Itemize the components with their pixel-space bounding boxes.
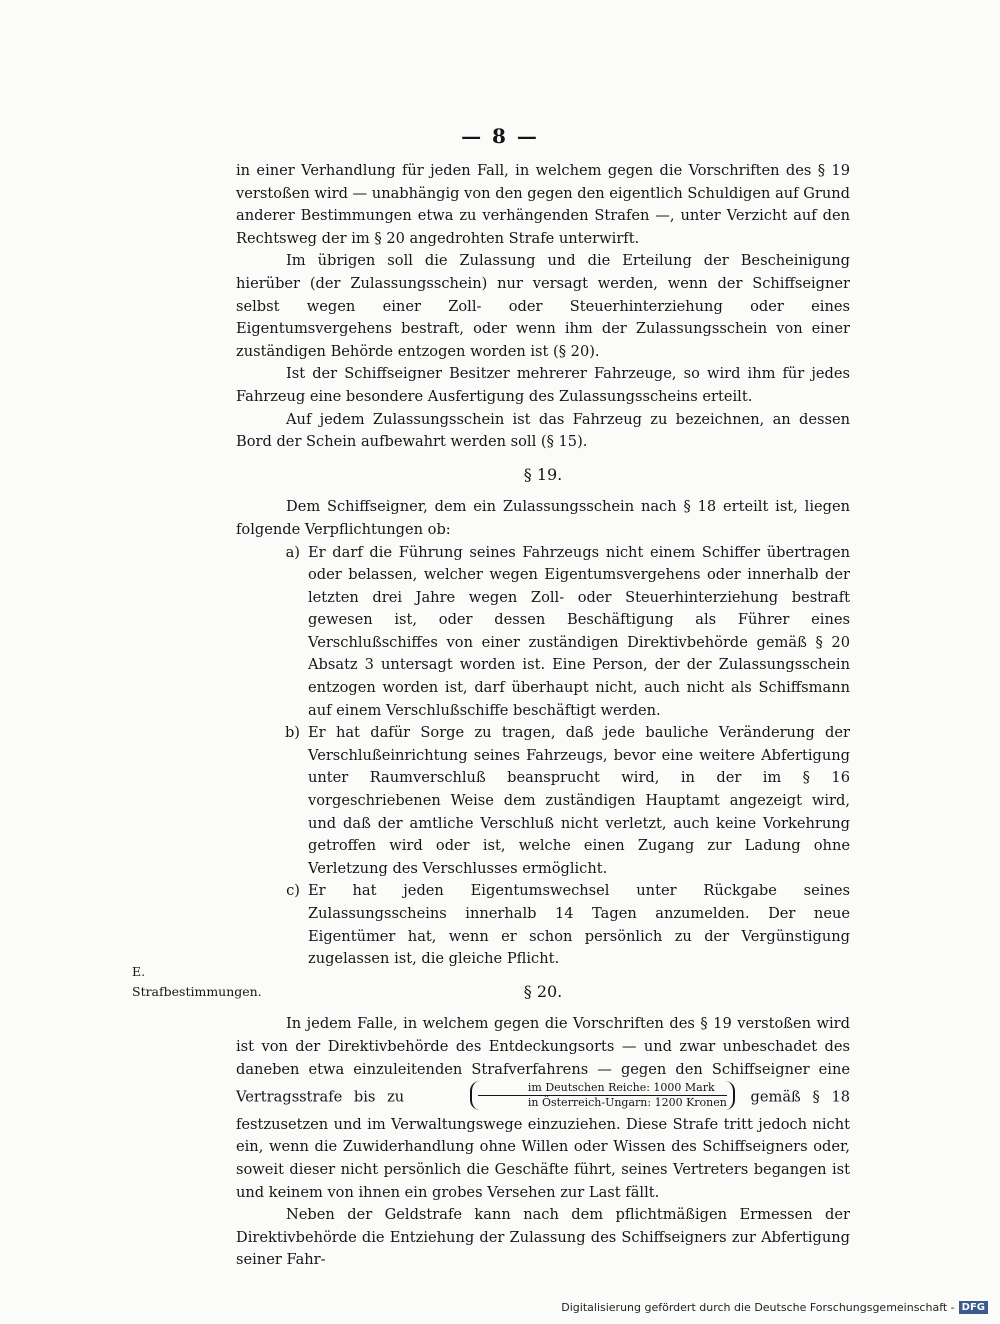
section-heading-20: § 20. — [523, 981, 563, 1001]
list-item-b — [236, 722, 850, 880]
section-20-paragraph — [236, 1013, 850, 1204]
dfg-logo-icon: DFG — [959, 1301, 988, 1314]
section-20-text-after: gemäß § 18 festzusetzen und im Verwaltungswege einzuziehen. Diese Strafe tritt jedoch nicht ein, wenn die Zuwiderhandlung ohne Willen oder Wissen des Schiffseigners oder, soweit dieser nicht persönlich die Geschäfte führt, seines Vertreters begangen ist und keinem von ihnen ein grobes Versehen zur Last fällt. — [236, 1088, 851, 1201]
paragraph: Ist der Schiffseigner Besitzer mehrerer Fahrzeuge, so wird ihm für jedes Fahrzeug eine besondere Ausfertigung des Zulassungsscheins erteilt. — [236, 365, 850, 405]
list-item-text: Er hat jeden Eigentumswechsel unter Rückgabe seines Zulassungsscheins innerhalb 14 Tagen anzumelden. Der neue Eigentümer hat, wenn er schon persönlich zu der Vergünstigung zugelassen ist, die gleiche Pflicht. — [308, 882, 850, 968]
section-20-text-before: In jedem Falle, in welchem gegen die Vorschriften des § 19 verstoßen wird ist von der Direktivbehörde des Entdeckungsorts — und zwar unbeschadet des daneben etwa einzuleitenden Strafverfahrens — gegen den Schiffseigner eine Vertragsstrafe bis zu — [236, 1015, 850, 1106]
penalty-austria: in Österreich-Ungarn: 1200 Kronen — [527, 1096, 727, 1110]
penalty-bracket — [420, 1081, 735, 1114]
penalty-germany: im Deutschen Reiche: 1000 Mark — [478, 1081, 727, 1096]
list-item-a — [236, 542, 850, 723]
footer-text: Digitalisierung gefördert durch die Deutsche Forschungsgemeinschaft - — [561, 1301, 955, 1314]
paragraph-continuation: in einer Verhandlung für jeden Fall, in welchem gegen die Vorschriften des § 19 verstoßen wird — unabhängig von den gegen den eigentlich Schuldigen auf Grund anderer Bestimmungen etwa zu verhängenden Strafen —, unter Verzicht auf den Rechtsweg der im § 20 angedrohten Strafe unterwirft. — [236, 162, 850, 247]
list-marker: a) — [285, 543, 300, 561]
penalty-box — [470, 1081, 735, 1110]
paragraph: Im übrigen soll die Zulassung und die Erteilung der Bescheinigung hierüber (der Zulassungsschein) nur versagt werden, wenn der Schiffseigner selbst wegen einer Zoll- oder Steuerhinterziehung oder eines Eigentumsvergehens bestraft, oder wenn ihm der Zulassungsschein von einer zuständigen Behörde entzogen worden ist (§ 20). — [236, 252, 850, 360]
list-item-text: Er darf die Führung seines Fahrzeugs nicht einem Schiffer übertragen oder belassen, welcher wegen Eigentumsvergehens oder innerhalb der letzten drei Jahre wegen Zoll- oder Steuerhinterziehung bestraft gewesen ist, oder dessen Beschäftigung als Führer eines Verschlußschiffes von einer zuständigen Direktivbehörde gemäß § 20 Absatz 3 untersagt worden ist. Eine Person, der der Zulassungsschein entzogen worden ist, darf überhaupt nicht, auch nicht als Schiffsmann auf einem Verschlußschiffe beschäftigt werden. — [308, 543, 850, 719]
list-marker: b) — [284, 724, 300, 742]
section-19-intro: Dem Schiffseigner, dem ein Zulassungsschein nach § 18 erteilt ist, liegen folgende Verpflichtungen ob: — [236, 498, 850, 538]
paragraph: Auf jedem Zulassungsschein ist das Fahrzeug zu bezeichnen, an dessen Bord der Schein aufbewahrt werden soll (§ 15). — [236, 410, 850, 451]
page-number: — 8 — — [461, 124, 539, 148]
section-20-paragraph-2: Neben der Geldstrafe kann nach dem pflichtmäßigen Ermessen der Direktivbehörde die Entziehung der Zulassung des Schiffseigners zur Abfertigung seiner Fahr- — [236, 1206, 850, 1269]
section-heading-19: § 19. — [523, 464, 563, 484]
footer-credit — [561, 1301, 988, 1314]
margin-note: E. Strafbestimmungen. — [132, 964, 262, 999]
list-item-text: Er hat dafür Sorge zu tragen, daß jede bauliche Veränderung der Verschlußeinrichtung seines Fahrzeugs, bevor eine weitere Abfertigung unter Raumverschluß beansprucht wird, in der im § 16 vorgeschriebenen Weise dem zuständigen Hauptamt angezeigt wird, und daß der amtliche Verschluß nicht verletzt, auch keine Vorkehrung getroffen wird oder ist, welche einen Zugang zur Ladung ohne Verletzung des Verschlusses ermöglicht. — [308, 724, 850, 877]
text-block-top — [236, 160, 850, 1272]
list-marker: c) — [286, 882, 300, 900]
list-item-c — [236, 880, 850, 970]
